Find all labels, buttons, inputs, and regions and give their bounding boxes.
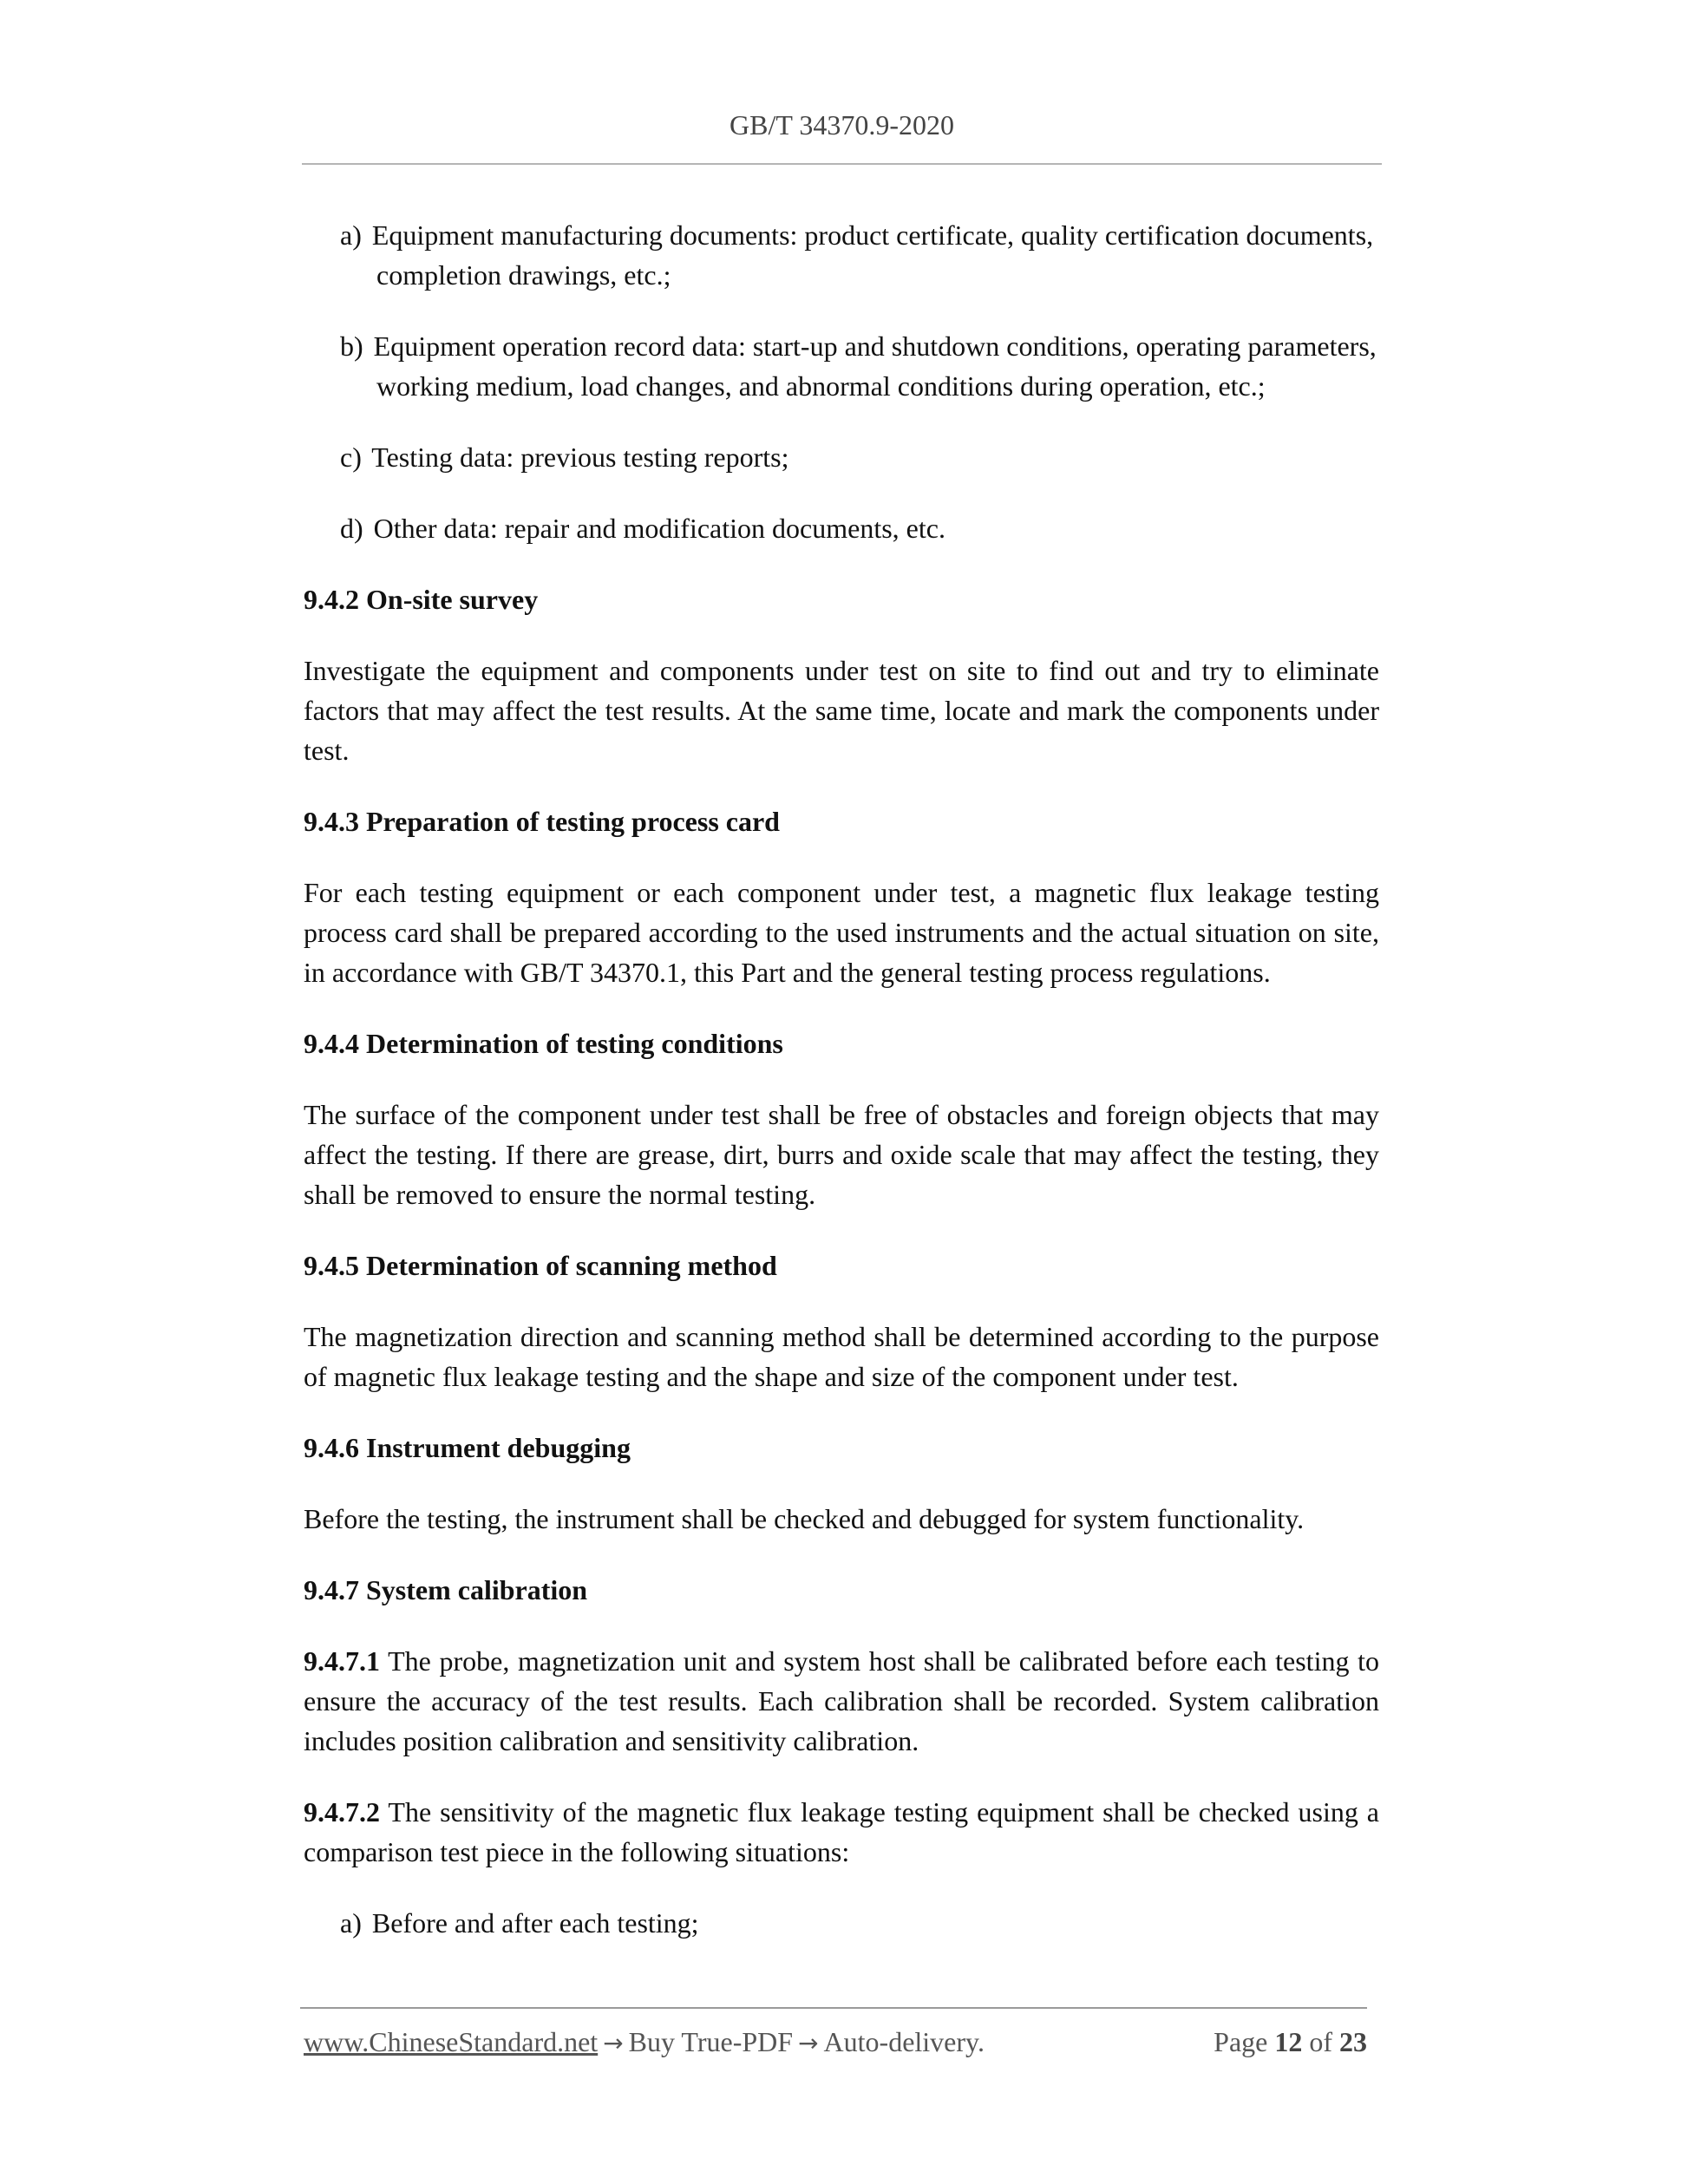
list-marker: b) bbox=[340, 330, 363, 362]
list-item bbox=[304, 508, 1379, 548]
footer-promo bbox=[304, 2026, 985, 2058]
list-marker: a) bbox=[340, 219, 362, 251]
section-heading-9-4-5: 9.4.5 Determination of scanning method bbox=[304, 1250, 777, 1281]
list-item-text: Testing data: previous testing reports; bbox=[371, 441, 789, 473]
footer-divider bbox=[300, 2007, 1367, 2009]
page-indicator bbox=[1214, 2026, 1367, 2058]
arrow-right-icon: → bbox=[603, 2029, 624, 2057]
list-item-text: Other data: repair and modification documents, etc. bbox=[373, 513, 945, 544]
clause-number: 9.4.7.1 bbox=[304, 1645, 380, 1677]
clause-text: The probe, magnetization unit and system host shall be calibrated before each testing to ensure the accuracy of the test results. Each calibration shall be recorded. System calibration includes position calibration and sensitivity calibration. bbox=[304, 1645, 1380, 1756]
list-item bbox=[304, 1903, 1379, 1943]
list-item-text: Equipment manufacturing documents: product certificate, quality certification documents, completion drawings, etc.; bbox=[371, 219, 1374, 291]
section-heading-9-4-7: 9.4.7 System calibration bbox=[304, 1574, 588, 1605]
clause-text: The sensitivity of the magnetic flux leakage testing equipment shall be checked using a comparison test piece in the following situations: bbox=[304, 1796, 1380, 1867]
page-total: 23 bbox=[1339, 2026, 1367, 2057]
clause-9-4-7-2 bbox=[304, 1792, 1379, 1872]
section-text-9-4-4: The surface of the component under test shall be free of obstacles and foreign objects that may affect the testing. If there are grease, dirt, burrs and oxide scale that may affect the testing, they shall be removed to ensure the normal testing. bbox=[304, 1099, 1379, 1210]
page-body bbox=[304, 215, 1379, 1974]
list-item-text: Before and after each testing; bbox=[371, 1907, 699, 1939]
arrow-right-icon: → bbox=[798, 2029, 819, 2057]
section-text-9-4-2: Investigate the equipment and components under test on site to find out and try to eliminate factors that may affect the test results. At the same time, locate and mark the components under test. bbox=[304, 655, 1379, 766]
site-link[interactable]: www.ChineseStandard.net bbox=[304, 2026, 599, 2057]
section-text-9-4-5: The magnetization direction and scanning method shall be determined according to the purpose of magnetic flux leakage testing and the shape and size of the component under test. bbox=[304, 1321, 1379, 1392]
section-heading-9-4-4: 9.4.4 Determination of testing conditions bbox=[304, 1028, 783, 1059]
header-divider bbox=[302, 163, 1382, 165]
auto-delivery-text: Auto-delivery. bbox=[823, 2026, 985, 2057]
list-item bbox=[304, 215, 1379, 295]
section-text-9-4-3: For each testing equipment or each component under test, a magnetic flux leakage testing process card shall be prepared according to the used instruments and the actual situation on site, in accordance with GB/T 34370.1, this Part and the general testing process regulations. bbox=[304, 877, 1379, 988]
list-marker: c) bbox=[340, 441, 362, 473]
clause-9-4-7-1 bbox=[304, 1641, 1379, 1761]
list-item-text: Equipment operation record data: start-up and shutdown conditions, operating parameters, working medium, load changes, and abnormal conditions during operation, etc.; bbox=[373, 330, 1377, 402]
list-item bbox=[304, 326, 1379, 406]
document-header: GB/T 34370.9-2020 bbox=[730, 109, 954, 141]
list-marker: a) bbox=[340, 1907, 362, 1939]
of-label: of bbox=[1309, 2026, 1332, 2057]
page-current: 12 bbox=[1274, 2026, 1303, 2057]
page-label: Page bbox=[1214, 2026, 1268, 2057]
section-text-9-4-6: Before the testing, the instrument shall be checked and debugged for system functionality. bbox=[304, 1503, 1305, 1534]
section-heading-9-4-6: 9.4.6 Instrument debugging bbox=[304, 1432, 631, 1463]
list-marker: d) bbox=[340, 513, 363, 544]
list-item bbox=[304, 437, 1379, 477]
buy-pdf-text: Buy True-PDF bbox=[628, 2026, 794, 2057]
clause-number: 9.4.7.2 bbox=[304, 1796, 380, 1828]
section-heading-9-4-3: 9.4.3 Preparation of testing process card bbox=[304, 806, 780, 837]
section-heading-9-4-2: 9.4.2 On-site survey bbox=[304, 584, 539, 615]
